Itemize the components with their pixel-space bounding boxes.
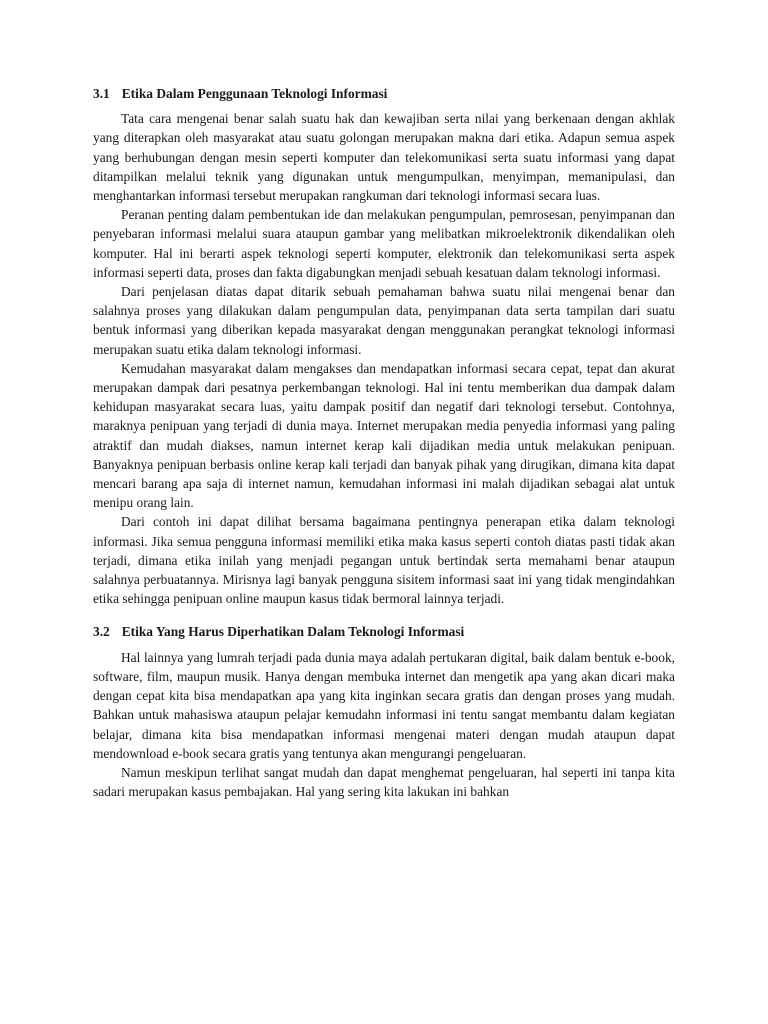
paragraph: Hal lainnya yang lumrah terjadi pada dunia maya adalah pertukaran digital, baik dalam bentuk e-book, software, film, maupun musik. Hanya dengan membuka internet dan mengetik apa yang akan dicari maka dengan cepat kita bisa mendapatkan apa yang kita inginkan secara gratis dan dengan proses yang mudah. Bahkan untuk mahasiswa ataupun pelajar kemudahn informasi ini tentu sangat membantu dalam kegiatan belajar, dimana kita bisa mendapatkan informasi mengenai materi dengan mudah ataupun dapat mendownload e-book secara gratis yang tentunya akan mengurangi pengeluaran. <box>93 649 675 761</box>
document-page <box>93 84 675 801</box>
paragraph: Kemudahan masyarakat dalam mengakses dan mendapatkan informasi secara cepat, tepat dan akurat merupakan dampak dari pesatnya perkembangan teknologi. Hal ini tentu memberikan dua dampak dalam kehidupan masyarakat secara luas, yaitu dampak positif dan negatif dari teknologi tersebut. Contohnya, maraknya penipuan yang terjadi di dunia maya. Internet merupakan media penyedia informasi yang paling atraktif dan mudah diakses, namun internet kerap kali dijadikan media untuk melakukan penipuan. Banyaknya penipuan berbasis online kerap kali terjadi dan banyak pihak yang dirugikan, dimana kita dapat mencari barang apa saja di internet namun, kemudahan informasi ini malah dijadikan sebagai alat untuk menipu orang lain. <box>93 360 675 511</box>
section-number: 3.2 <box>93 624 110 640</box>
paragraph: Tata cara mengenai benar salah suatu hak dan kewajiban serta nilai yang berkenaan dengan akhlak yang diterapkan oleh masyarakat atau suatu golongan merupakan makna dari etika. Adapun semua aspek yang berhubungan dengan mesin seperti komputer dan telekomunikasi serta suatu informasi yang dapat ditampilkan melalui teknik yang digunakan untuk mengumpulkan, menyimpan, memanipulasi, dan menghantarkan informasi tersebut merupakan rangkuman dari teknologi informasi secara luas. <box>93 111 675 204</box>
paragraph: Dari contoh ini dapat dilihat bersama bagaimana pentingnya penerapan etika dalam teknologi informasi. Jika semua pengguna informasi memiliki etika maka kasus seperti contoh diatas pasti tidak akan terjadi, dimana etika inilah yang menjadi pegangan untuk bertindak serta memahami benar ataupun salahnya perbuatannya. Mirisnya lagi banyak pengguna sisitem informasi saat ini yang tidak mengindahkan etika sehingga penipuan online maupun kasus tidak bermoral lainnya terjadi. <box>93 514 675 607</box>
section-number: 3.1 <box>93 86 110 101</box>
section-title: Etika Dalam Penggunaan Teknologi Informasi <box>121 86 388 101</box>
section-heading <box>93 84 675 103</box>
section-heading <box>93 622 675 641</box>
section-title: Etika Yang Harus Diperhatikan Dalam Teknologi Informasi <box>121 624 465 640</box>
paragraph: Dari penjelasan diatas dapat ditarik sebuah pemahaman bahwa suatu nilai mengenai benar dan salahnya proses yang dilakukan dalam pengumpulan data, penyimpanan data serta tampilan dari suatu bentuk informasi yang diberikan kepada masyarakat dengan menggunakan perangkat teknologi informasi merupakan suatu etika dalam teknologi informasi. <box>93 284 675 357</box>
paragraph: Namun meskipun terlihat sangat mudah dan dapat menghemat pengeluaran, hal seperti ini tanpa kita sadari merupakan kasus pembajakan. Hal yang sering kita lakukan ini bahkan <box>93 764 675 800</box>
paragraph: Peranan penting dalam pembentukan ide dan melakukan pengumpulan, pemrosesan, penyimpanan dan penyebaran informasi melalui suara ataupun gambar yang melibatkan mikroelektronik dikendalikan oleh komputer. Hal ini berarti aspek teknologi seperti komputer, elektronik dan telekomunikasi serta aspek informasi seperti data, proses dan fakta digabungkan menjadi sebuah kesatuan dalam teknologi informasi. <box>93 207 675 280</box>
section-3-1 <box>93 84 675 608</box>
section-3-2 <box>93 622 675 801</box>
